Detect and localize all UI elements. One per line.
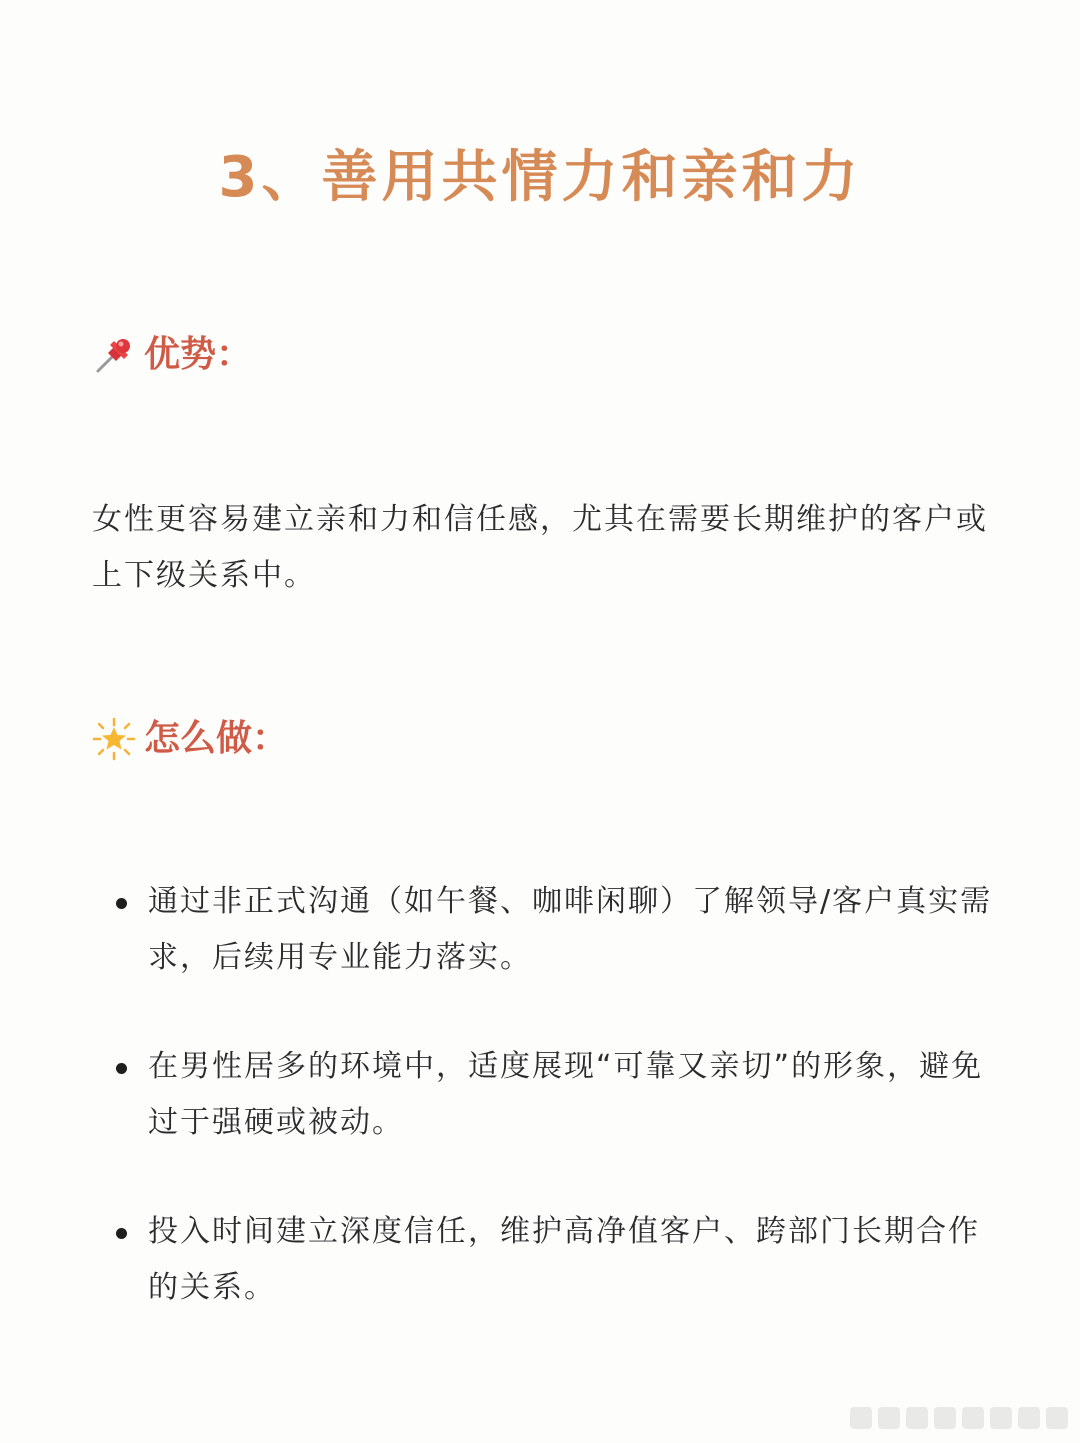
bullet-dot [116,898,127,909]
advantage-label: 优势： [144,334,253,375]
watermark-mark [934,1407,956,1429]
pushpin-icon [92,333,136,377]
watermark [850,1407,1068,1429]
advantage-text: 女性更容易建立亲和力和信任感，尤其在需要长期维护的客户或上下级关系中。 [92,502,988,593]
howto-heading [92,714,288,764]
list-item [110,1204,1010,1316]
watermark-mark [850,1407,872,1429]
advantage-heading [92,330,252,380]
watermark-mark [878,1407,900,1429]
list-item [110,1039,1010,1151]
page-title: 3、善用共情力和亲和力 [218,145,862,210]
howto-list [110,874,1010,1316]
howto-label: 怎么做： [144,718,289,759]
watermark-mark [1046,1407,1068,1429]
watermark-mark [990,1407,1012,1429]
watermark-mark [962,1407,984,1429]
list-item-text: 通过非正式沟通（如午餐、咖啡闲聊）了解领导/客户真实需求，后续用专业能力落实。 [148,884,993,975]
glowing-star-icon [92,717,136,761]
list-item-text: 在男性居多的环境中，适度展现“可靠又亲切”的形象，避免过于强硬或被动。 [148,1049,984,1140]
watermark-mark [1018,1407,1040,1429]
list-item [110,874,1010,986]
bullet-dot [116,1228,127,1239]
watermark-mark [906,1407,928,1429]
list-item-text: 投入时间建立深度信任，维护高净值客户、跨部门长期合作的关系。 [148,1214,980,1305]
bullet-dot [116,1063,127,1074]
